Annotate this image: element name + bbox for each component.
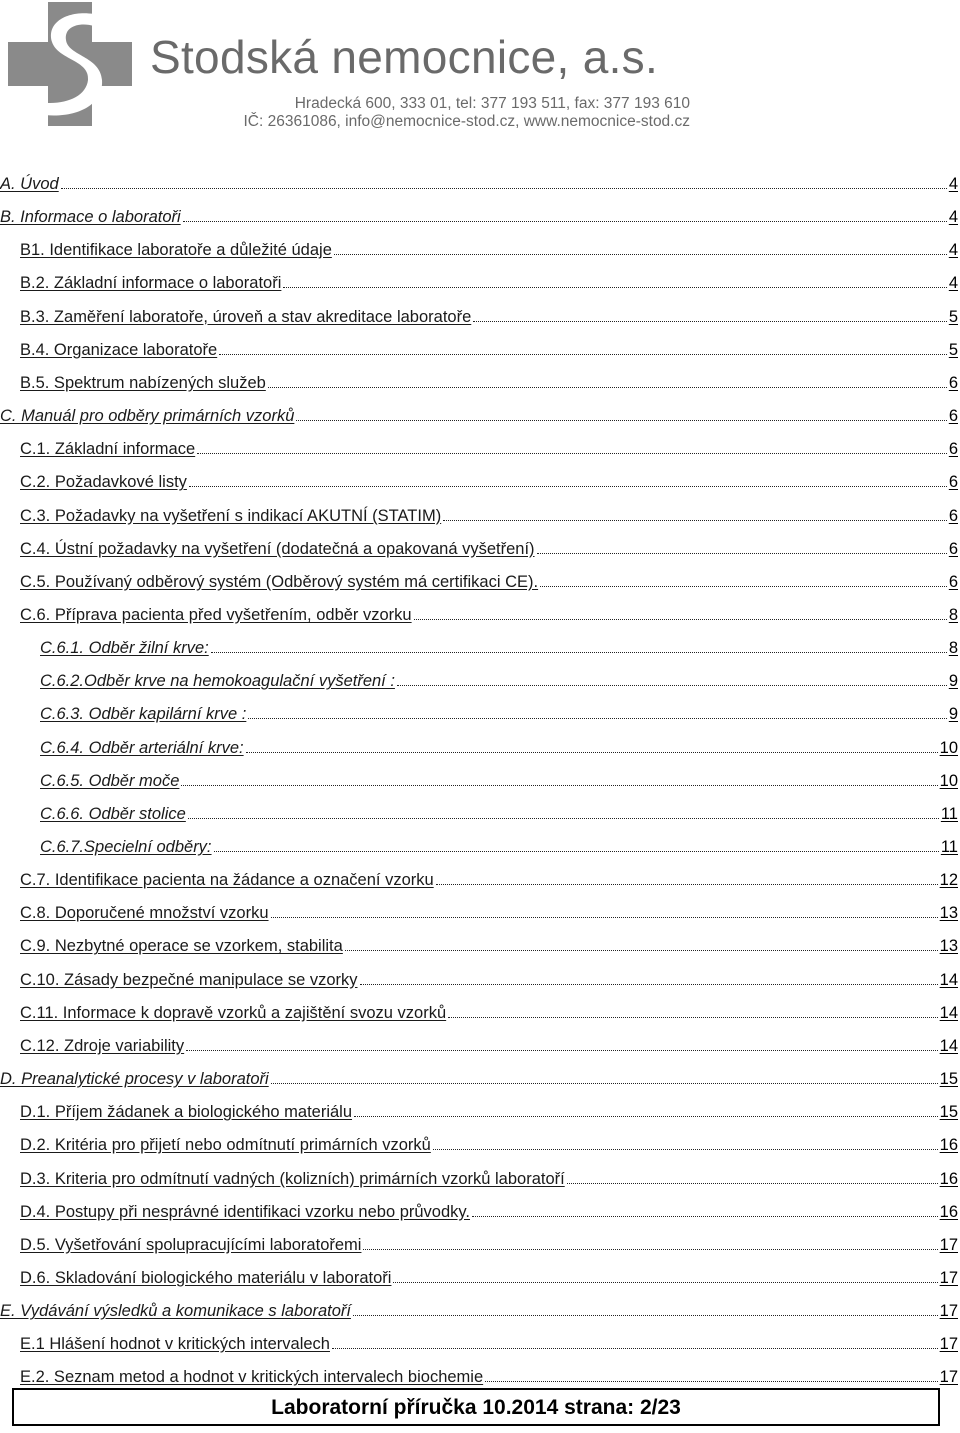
toc-entry-title[interactable]: D.5. Vyšetřování spolupracujícími laboratořemi: [20, 1235, 362, 1254]
contact-line: IČ: 26361086, info@nemocnice-stod.cz, www.nemocnice-stod.cz: [243, 113, 690, 130]
toc-entry[interactable]: [40, 734, 958, 758]
toc-entry[interactable]: [20, 369, 958, 393]
toc-entry-title[interactable]: C.6.2.Odběr krve na hemokoagulační vyšetření :: [40, 672, 395, 691]
toc-entry-title[interactable]: B. Informace o laboratoři: [0, 208, 181, 227]
toc-entry[interactable]: [40, 833, 958, 857]
toc-entry[interactable]: [20, 568, 958, 592]
toc-entry[interactable]: [20, 435, 958, 459]
toc-leader-dots: [567, 1182, 938, 1184]
toc-leader-dots: [61, 187, 947, 189]
toc-entry[interactable]: [20, 1264, 958, 1288]
toc-entry[interactable]: [20, 932, 958, 956]
toc-leader-dots: [472, 1215, 938, 1217]
toc-leader-dots: [246, 751, 938, 753]
toc-entry-page[interactable]: 17: [939, 1368, 958, 1387]
toc-entry[interactable]: [20, 236, 958, 260]
toc-entry-page[interactable]: 13: [939, 904, 958, 923]
toc-leader-dots: [248, 717, 946, 719]
toc-entry[interactable]: [40, 767, 958, 791]
toc-entry-title[interactable]: C.6.4. Odběr arteriální krve:: [40, 738, 244, 757]
toc-leader-dots: [433, 1148, 938, 1150]
toc-entry-page[interactable]: 11: [940, 838, 958, 856]
toc-entry[interactable]: [20, 1165, 958, 1189]
toc-entry-title[interactable]: B.3. Zaměření laboratoře, úroveň a stav akreditace laboratoře: [20, 307, 472, 326]
toc-entry-page[interactable]: 9: [948, 705, 958, 724]
toc-entry-page[interactable]: 9: [948, 672, 958, 691]
toc-entry[interactable]: [20, 1098, 958, 1122]
toc-entry[interactable]: [20, 468, 958, 492]
toc-leader-dots: [219, 353, 947, 355]
toc-entry-page[interactable]: 15: [939, 1103, 958, 1122]
toc-entry-page[interactable]: 16: [939, 1136, 958, 1155]
toc-entry[interactable]: [0, 1065, 958, 1089]
toc-entry-page[interactable]: 8: [948, 639, 958, 658]
toc-leader-dots: [443, 519, 947, 521]
toc-entry[interactable]: [20, 999, 958, 1023]
toc-entry-page[interactable]: 17: [939, 1235, 958, 1254]
toc-entry[interactable]: [20, 1330, 958, 1354]
toc-entry-title[interactable]: D.6. Skladování biologického materiálu v laboratoři: [20, 1268, 392, 1287]
toc-entry[interactable]: [40, 800, 958, 824]
toc-entry-page[interactable]: 12: [939, 871, 958, 890]
toc-entry-title[interactable]: E. Vydávání výsledků a komunikace s laboratoří: [0, 1302, 351, 1321]
toc-entry-title[interactable]: C.9. Nezbytné operace se vzorkem, stabilita: [20, 937, 343, 956]
toc-entry-title[interactable]: C.6.1. Odběr žilní krve:: [40, 639, 209, 658]
toc-entry-title[interactable]: C.3. Požadavky na vyšetření s indikací AKUTNÍ (STATIM): [20, 506, 442, 525]
toc-entry-page[interactable]: 13: [939, 937, 958, 956]
toc-leader-dots: [397, 684, 947, 686]
toc-leader-dots: [296, 419, 946, 421]
toc-entry[interactable]: [20, 866, 958, 890]
toc-entry[interactable]: [20, 269, 958, 293]
toc-entry-page[interactable]: 6: [948, 506, 958, 525]
toc-leader-dots: [186, 1049, 937, 1051]
address-line: Hradecká 600, 333 01, tel: 377 193 511, fax: 377 193 610: [294, 95, 690, 112]
toc-leader-dots: [485, 1380, 937, 1382]
toc-entry-title[interactable]: C.10. Zásady bezpečné manipulace se vzorky: [20, 970, 358, 989]
toc-entry-page[interactable]: 6: [948, 572, 958, 591]
toc-entry-page[interactable]: 10: [939, 738, 958, 757]
toc-entry[interactable]: [20, 601, 958, 625]
toc-entry-page[interactable]: 4: [948, 208, 958, 227]
toc-entry-page[interactable]: 14: [939, 970, 958, 989]
toc-entry-page[interactable]: 6: [948, 440, 958, 459]
toc-entry[interactable]: [0, 203, 958, 227]
toc-entry-page[interactable]: 4: [948, 241, 958, 260]
toc-entry-title[interactable]: B.2. Základní informace o laboratoři: [20, 274, 282, 293]
toc-entry[interactable]: [20, 966, 958, 990]
toc-leader-dots: [271, 1082, 938, 1084]
toc-entry[interactable]: [40, 700, 958, 724]
toc-entry-title[interactable]: C.2. Požadavkové listy: [20, 473, 187, 492]
toc-entry-page[interactable]: 4: [948, 175, 958, 193]
toc-entry-page[interactable]: 17: [939, 1335, 958, 1354]
toc-leader-dots: [183, 220, 947, 222]
toc-leader-dots: [197, 452, 947, 454]
toc-leader-dots: [537, 552, 947, 554]
toc-entry-page[interactable]: 10: [939, 771, 958, 790]
toc-entry-page[interactable]: 17: [939, 1302, 958, 1321]
toc-entry-title[interactable]: C.6.3. Odběr kapilární krve :: [40, 705, 247, 724]
organization-name: Stodská nemocnice, a.s.: [150, 31, 659, 83]
toc-entry-title[interactable]: C.1. Základní informace: [20, 440, 196, 459]
toc-entry-title[interactable]: D. Preanalytické procesy v laboratoři: [0, 1070, 269, 1089]
toc-entry-title[interactable]: C. Manuál pro odběry primárních vzorků: [0, 407, 295, 426]
toc-entry-title[interactable]: C.7. Identifikace pacienta na žádance a označení vzorku: [20, 871, 434, 890]
footer-text: Laboratorní příručka 10.2014 strana: 2/23: [271, 1396, 681, 1419]
toc-leader-dots: [334, 253, 947, 255]
toc-entry[interactable]: [20, 1131, 958, 1155]
toc-entry-page[interactable]: 17: [939, 1268, 958, 1287]
toc-entry-title[interactable]: B.4. Organizace laboratoře: [20, 340, 218, 359]
toc-entry-title[interactable]: D.1. Příjem žádanek a biologického materiálu: [20, 1103, 353, 1122]
toc-entry-page[interactable]: 14: [939, 1036, 958, 1055]
toc-entry-title[interactable]: C.12. Zdroje variability: [20, 1036, 185, 1055]
toc-leader-dots: [189, 485, 947, 487]
toc-entry[interactable]: [40, 634, 958, 658]
toc-entry[interactable]: [20, 1363, 958, 1387]
toc-entry-page[interactable]: 6: [948, 407, 958, 426]
toc-leader-dots: [436, 883, 938, 885]
toc-leader-dots: [181, 784, 937, 786]
toc-entry[interactable]: [40, 667, 958, 691]
toc-leader-dots: [540, 585, 947, 587]
toc-entry-title[interactable]: B1. Identifikace laboratoře a důležité údaje: [20, 241, 332, 260]
toc-entry-title[interactable]: D.2. Kritéria pro přijetí nebo odmítnutí primárních vzorků: [20, 1136, 431, 1155]
toc-entry-page[interactable]: 11: [940, 804, 958, 823]
page-footer: [12, 1388, 940, 1426]
toc-leader-dots: [353, 1314, 938, 1316]
toc-entry-page[interactable]: 6: [948, 373, 958, 392]
toc-leader-dots: [473, 320, 947, 322]
toc-entry-title[interactable]: D.3. Kriteria pro odmítnutí vadných (kolizních) primárních vzorků laboratoří: [20, 1169, 565, 1188]
toc-leader-dots: [268, 386, 947, 388]
toc-entry-title[interactable]: C.6.5. Odběr moče: [40, 771, 180, 790]
toc-entry-page[interactable]: 6: [948, 539, 958, 558]
toc-entry-title[interactable]: C.11. Informace k dopravě vzorků a zajištění svozu vzorků: [20, 1003, 447, 1022]
toc-entry[interactable]: [20, 1032, 958, 1056]
toc-leader-dots: [211, 651, 947, 653]
cross-s-logo-icon: [8, 2, 132, 126]
toc-leader-dots: [332, 1347, 938, 1349]
toc-entry-page[interactable]: 5: [948, 340, 958, 359]
toc-entry-title[interactable]: C.5. Používaný odběrový systém (Odběrový systém má certifikaci CE).: [20, 572, 539, 591]
toc-leader-dots: [448, 1016, 938, 1018]
toc-entry-title[interactable]: A. Úvod: [0, 175, 59, 193]
toc-entry-title[interactable]: E.2. Seznam metod a hodnot v kritických intervalech biochemie: [20, 1368, 484, 1387]
page-header: [0, 0, 960, 140]
toc-leader-dots: [188, 817, 939, 819]
toc-leader-dots: [360, 983, 938, 985]
toc-entry-page[interactable]: 16: [939, 1202, 958, 1221]
toc-entry[interactable]: [20, 502, 958, 526]
toc-entry-title[interactable]: C.6.7.Specielní odběry:: [40, 838, 212, 856]
toc-leader-dots: [363, 1248, 937, 1250]
toc-entry[interactable]: [20, 535, 958, 559]
toc-entry-page[interactable]: 4: [948, 274, 958, 293]
toc-leader-dots: [271, 916, 938, 918]
toc-entry[interactable]: [20, 336, 958, 360]
toc-entry[interactable]: [20, 1231, 958, 1255]
toc-leader-dots: [283, 286, 946, 288]
toc-leader-dots: [354, 1115, 938, 1117]
toc-entry-page[interactable]: 14: [939, 1003, 958, 1022]
toc-entry-title[interactable]: C.6.6. Odběr stolice: [40, 804, 186, 823]
toc-leader-dots: [214, 850, 939, 852]
toc-entry[interactable]: [20, 303, 958, 327]
toc-entry-page[interactable]: 6: [948, 473, 958, 492]
toc-entry-title[interactable]: E.1 Hlášení hodnot v kritických intervalech: [20, 1335, 330, 1354]
toc-entry-title[interactable]: C.4. Ústní požadavky na vyšetření (dodatečná a opakovaná vyšetření): [20, 539, 535, 558]
toc-leader-dots: [393, 1281, 937, 1283]
toc-entry[interactable]: [0, 402, 958, 426]
toc-entry-page[interactable]: 5: [948, 307, 958, 326]
toc-leader-dots: [414, 618, 947, 620]
toc-entry-page[interactable]: 8: [948, 605, 958, 624]
toc-entry-page[interactable]: 16: [939, 1169, 958, 1188]
toc-entry-page[interactable]: 15: [939, 1070, 958, 1089]
toc-entry[interactable]: [0, 170, 958, 194]
toc-entry-title[interactable]: C.8. Doporučené množství vzorku: [20, 904, 269, 923]
toc-entry[interactable]: [20, 899, 958, 923]
toc-leader-dots: [345, 949, 938, 951]
toc-entry[interactable]: [20, 1198, 958, 1222]
toc-entry-title[interactable]: D.4. Postupy při nesprávné identifikaci vzorku nebo průvodky.: [20, 1202, 471, 1221]
toc-entry-title[interactable]: C.6. Příprava pacienta před vyšetřením, odběr vzorku: [20, 605, 412, 624]
toc-entry-title[interactable]: B.5. Spektrum nabízených služeb: [20, 373, 266, 392]
toc-entry[interactable]: [0, 1297, 958, 1321]
